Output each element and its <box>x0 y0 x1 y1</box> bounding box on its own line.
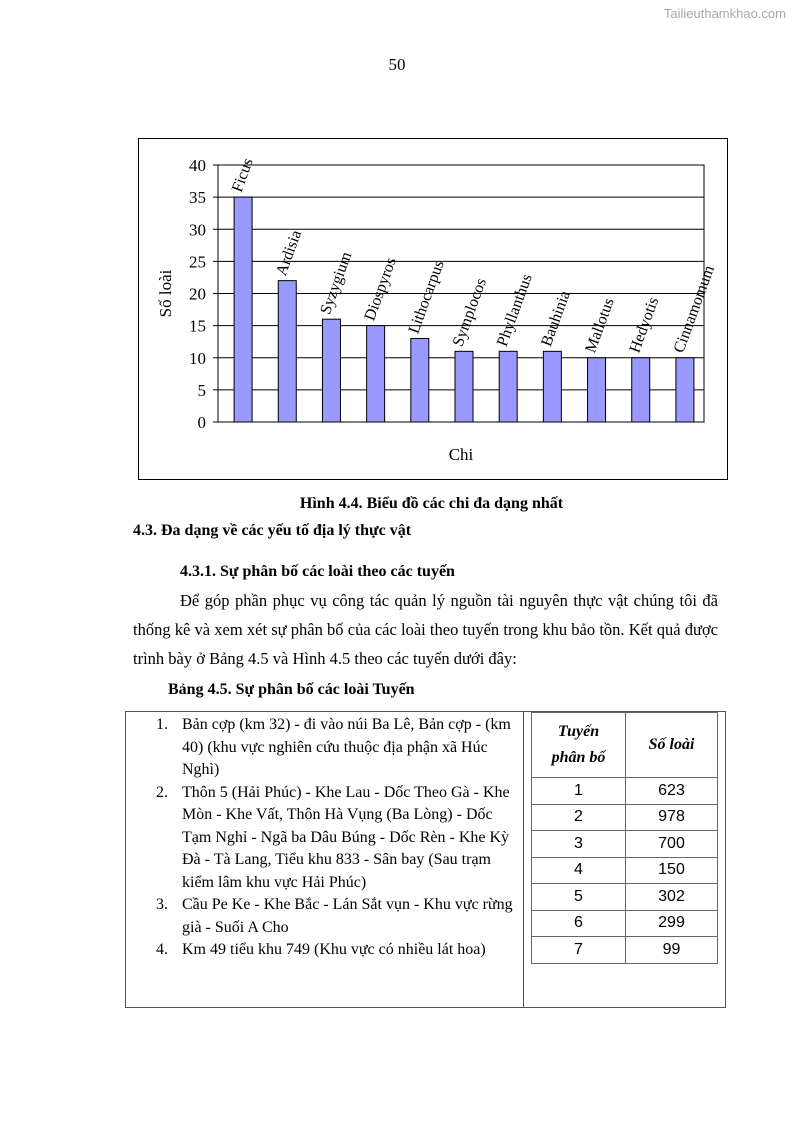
bar-label: Mallotus <box>582 295 618 356</box>
table-row <box>532 910 718 937</box>
bar-phyllanthus <box>499 351 517 422</box>
bar-label: Lithocarpus <box>405 258 448 336</box>
figure-caption: Hình 4.4. Biểu đồ các chi đa dạng nhất <box>299 495 564 512</box>
column-divider <box>523 712 524 1007</box>
table-row <box>532 857 718 884</box>
route-number: 3. <box>156 896 168 913</box>
route-cell: 6 <box>532 910 626 937</box>
table-row <box>532 831 718 858</box>
route-cell: 2 <box>532 804 626 831</box>
bar-diospyros <box>367 326 385 422</box>
route-cell: 4 <box>532 857 626 884</box>
count-cell: 99 <box>626 937 718 964</box>
count-cell: 302 <box>626 884 718 911</box>
y-tick-label: 5 <box>197 380 206 400</box>
y-tick-label: 30 <box>189 220 206 240</box>
table-row <box>532 884 718 911</box>
count-cell: 299 <box>626 910 718 937</box>
y-axis-label: Số loài <box>156 269 175 318</box>
bar-lithocarpus <box>411 338 429 422</box>
bar-label: Cinnamomum <box>670 263 718 356</box>
section-title: 4.3. Đa dạng về các yếu tố địa lý thực vật <box>133 522 412 539</box>
header-count: Số loài <box>626 713 718 778</box>
route-item <box>142 939 518 962</box>
header-route: Tuyến phân bố <box>532 713 626 778</box>
body-paragraph: Để góp phần phục vụ công tác quản lý nguồn tài nguyên thực vật chúng tôi đã thống kê và xem xét sự phân bố của các loài theo tuyến trong khu bảo tồn. Kết quả được trình bày ở Bảng 4.5 và Hình 4.5 theo các tuyến dưới đây: <box>133 591 718 668</box>
route-item <box>142 894 518 939</box>
table-title: Bảng 4.5. Sự phân bố các loài Tuyến <box>168 681 415 698</box>
route-list <box>142 714 518 962</box>
table-row <box>532 804 718 831</box>
bar-symplocos <box>455 351 473 422</box>
species-count-table <box>531 712 718 964</box>
route-text: Thôn 5 (Hải Phúc) - Khe Lau - Dốc Theo Gà - Khe Mòn - Khe Vất, Thôn Hà Vụng (Ba Lòng) - Dốc Tạm Nghỉ - Ngã ba Dâu Búng - Dốc Rèn - Khe Kỳ Đà - Tà Lang, Tiểu khu 833 - Sân bay (Sau trạm kiểm lâm khu vực Hải Phúc) <box>182 783 510 891</box>
route-text: Cầu Pe Ke - Khe Bắc - Lán Sắt vụn - Khu vực rừng già - Suối A Cho <box>182 896 513 936</box>
bar-label: Syzygium <box>317 249 356 317</box>
count-cell: 700 <box>626 831 718 858</box>
bar-label: Phyllanthus <box>493 271 536 349</box>
table-row <box>532 937 718 964</box>
bar-syzygium <box>322 319 340 422</box>
y-tick-label: 10 <box>189 348 206 368</box>
route-cell: 5 <box>532 884 626 911</box>
bar-label: Diospyros <box>361 255 400 323</box>
bar-chart <box>139 139 729 481</box>
route-cell: 1 <box>532 778 626 805</box>
route-item <box>142 782 518 895</box>
route-number: 4. <box>156 941 168 958</box>
bar-label: Ardisia <box>273 227 306 279</box>
routes-table <box>125 711 726 1008</box>
route-text: Bản cợp (km 32) - đi vào núi Ba Lê, Bản cợp - (km 40) (khu vực nghiên cứu thuộc địa phận xã Húc Nghì) <box>182 716 511 778</box>
chart-frame <box>138 138 728 480</box>
bar-label: Hedyotis <box>626 295 663 356</box>
bar-label: Symplocos <box>449 276 491 349</box>
route-cell: 3 <box>532 831 626 858</box>
y-tick-label: 15 <box>189 316 206 336</box>
route-number: 2. <box>156 783 168 801</box>
count-cell: 978 <box>626 804 718 831</box>
y-tick-label: 35 <box>189 188 206 208</box>
y-tick-label: 40 <box>189 156 206 175</box>
watermark: Tailieuthamkhao.com <box>663 6 786 21</box>
bar-ardisia <box>278 281 296 422</box>
bar-bauhinia <box>543 351 561 422</box>
y-tick-label: 25 <box>189 252 206 272</box>
x-axis-label: Chi <box>448 445 474 464</box>
table-row <box>532 778 718 805</box>
route-cell: 7 <box>532 937 626 964</box>
page-number: 50 <box>388 55 406 74</box>
bar-mallotus <box>588 358 606 422</box>
route-number: 1. <box>156 716 168 733</box>
bar-label: Bauhinia <box>538 288 574 349</box>
y-tick-label: 20 <box>189 284 206 304</box>
count-cell: 150 <box>626 857 718 884</box>
y-tick-label: 0 <box>197 413 206 432</box>
bar-label: Ficus <box>228 156 257 195</box>
bar-cinnamomum <box>676 358 694 422</box>
count-cell: 623 <box>626 778 718 805</box>
route-item <box>142 714 518 782</box>
bar-hedyotis <box>632 358 650 422</box>
bar-ficus <box>234 197 252 422</box>
route-text: Km 49 tiểu khu 749 (Khu vực có nhiều lát hoa) <box>182 941 486 958</box>
subsection-title: 4.3.1. Sự phân bố các loài theo các tuyến <box>180 563 455 580</box>
